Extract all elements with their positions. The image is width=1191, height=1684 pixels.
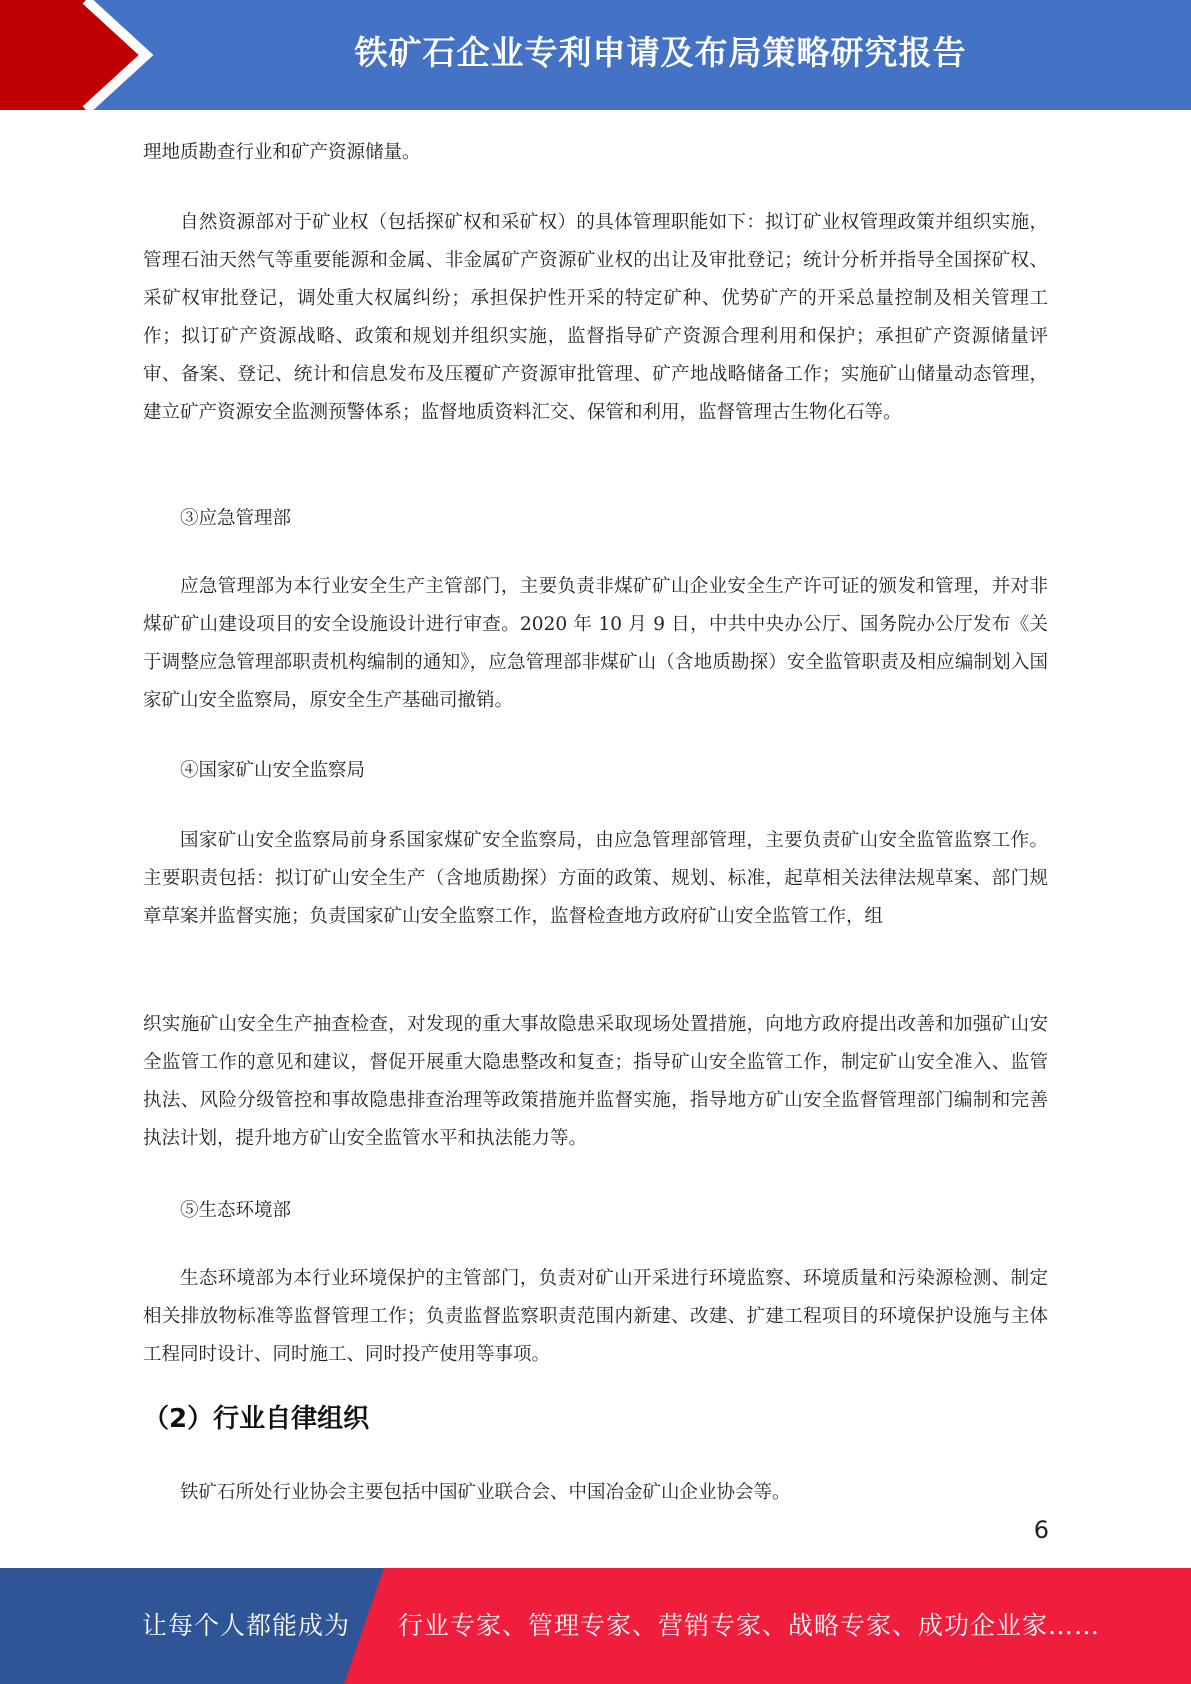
paragraph-industry-associations: 铁矿石所处行业协会主要包括中国矿业联合会、中国冶金矿山企业协会等。 xyxy=(180,1482,791,1503)
subheading-mine-safety-bureau: ④国家矿山安全监察局 xyxy=(180,760,366,781)
paragraph-mineral-rights: 自然资源部对于矿业权（包括探矿权和采矿权）的具体管理职能如下：拟订矿业权管理政策并组织实施，管理石油天然气等重要能源和金属、非金属矿产资源矿业权的出让及审批登记；统计分析并指导全国探矿权、采矿权审批登记，调处重大权属纠纷；承担保护性开采的特定矿种、优势矿产的开采总量控制及相关管理工作；拟订矿产资源战略、政策和规划并组织实施，监督指导矿产资源合理利用和保护；承担矿产资源储量评审、备案、登记、统计和信息发布及压覆矿产资源审批管理、矿产地战略储备工作；实施矿山储量动态管理，建立矿产资源安全监测预警体系；监督地质资料汇交、保管和利用，监督管理古生物化石等。 xyxy=(143,212,1048,423)
subheading-ecology-environment: ⑤生态环境部 xyxy=(180,1200,292,1221)
page-footer xyxy=(0,1568,1191,1684)
paragraph-mine-safety-continued: 织实施矿山安全生产抽查检查，对发现的重大事故隐患采取现场处置措施，向地方政府提出改善和加强矿山安全监管工作的意见和建议，督促开展重大隐患整改和复查；指导矿山安全监管工作，制定矿山安全准入、监管执法、风险分级管控和事故隐患排查治理等政策措施并监督实施，指导地方矿山安全监督管理部门编制和完善执法计划，提升地方矿山安全监管水平和执法能力等。 xyxy=(143,1014,1048,1149)
report-title: 铁矿石企业专利申请及布局策略研究报告 xyxy=(354,33,967,72)
paragraph-ecology-environment: 生态环境部为本行业环境保护的主管部门，负责对矿山开采进行环境监察、环境质量和污染源检测、制定相关排放物标准等监督管理工作；负责监督监察职责范围内新建、改建、扩建工程项目的环境保护设施与主体工程同时设计、同时施工、同时投产使用等事项。 xyxy=(143,1268,1048,1365)
paragraph-continuation: 理地质勘查行业和矿产资源储量。 xyxy=(143,142,421,163)
page-number: 6 xyxy=(1033,1516,1049,1544)
subheading-emergency-management: ③应急管理部 xyxy=(180,508,292,529)
page-header xyxy=(0,0,1191,110)
footer-slogan-right: 行业专家、管理专家、营销专家、战略专家、成功企业家…… xyxy=(398,1611,1101,1640)
paragraph-mine-safety-bureau: 国家矿山安全监察局前身系国家煤矿安全监察局，由应急管理部管理，主要负责矿山安全监管监察工作。主要职责包括：拟订矿山安全生产（含地质勘探）方面的政策、规划、标准，起草相关法律法规草案、部门规章草案并监督实施；负责国家矿山安全监察工作，监督检查地方政府矿山安全监管工作，组 xyxy=(143,830,1048,927)
section-heading-self-regulatory: （2）行业自律组织 xyxy=(143,1404,370,1434)
paragraph-emergency-management: 应急管理部为本行业安全生产主管部门，主要负责非煤矿矿山企业安全生产许可证的颁发和管理，并对非煤矿矿山建设项目的安全设施设计进行审查。2020 年 10 月 9 日，中共中央办公厅、国务院办公厅发布《关于调整应急管理部职责机构编制的通知》，应急管理部非煤矿山（含地质勘探）安全监管职责及相应编制划入国家矿山安全监察局，原安全生产基础司撤销。 xyxy=(143,576,1048,711)
footer-slogan-left: 让每个人都能成为 xyxy=(142,1611,351,1640)
